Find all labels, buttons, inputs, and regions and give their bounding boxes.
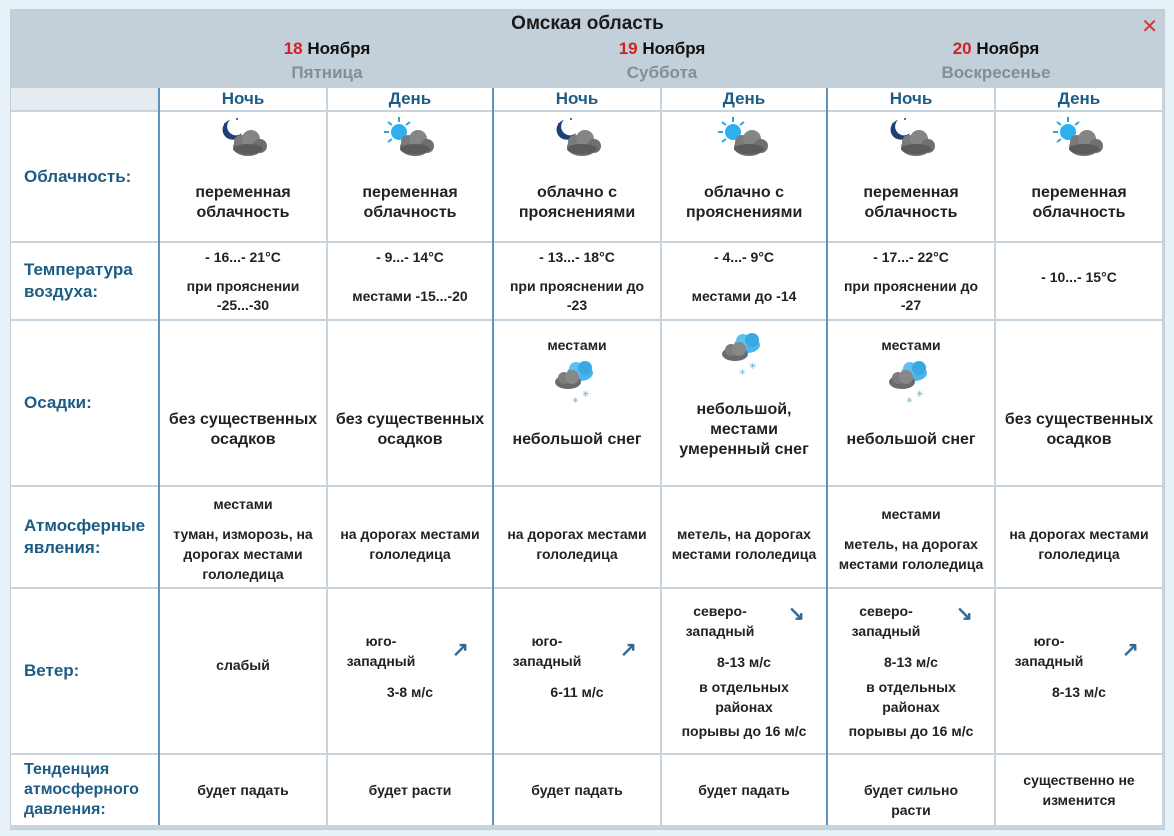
cloud-text: переменная облачность bbox=[863, 184, 959, 221]
wind-speed: 8-13 м/с bbox=[717, 654, 771, 670]
wind-gusts: порывы до 16 м/с bbox=[681, 723, 807, 739]
day-month: Ноября bbox=[307, 39, 371, 58]
period-header: День bbox=[662, 88, 826, 110]
period-header: День bbox=[328, 88, 492, 110]
day-month: Ноября bbox=[642, 39, 706, 58]
separator bbox=[826, 88, 828, 825]
cloud-cell bbox=[662, 112, 826, 241]
svg-text:✳: ✳ bbox=[739, 368, 746, 377]
wind-extra: в отдельных районах bbox=[699, 679, 789, 715]
wind-cell bbox=[328, 589, 492, 753]
temp-range: - 10...- 15°C bbox=[1041, 269, 1117, 285]
wind-arrow-icon: ↗ bbox=[452, 639, 469, 661]
phen-cell bbox=[494, 487, 660, 587]
pressure-text: будет падать bbox=[698, 782, 790, 798]
precip-text: без существенных осадков bbox=[1004, 411, 1154, 448]
phen-text: на дорогах местами гололедица bbox=[507, 526, 647, 562]
wind-direction: северо-западный bbox=[685, 603, 755, 639]
temp-range: - 9...- 14°C bbox=[376, 249, 444, 265]
precip-cell bbox=[828, 321, 994, 485]
wind-direction: юго-западный bbox=[346, 633, 416, 669]
period-header-blank bbox=[11, 88, 158, 110]
cloud-text: облачно с прояснениями bbox=[686, 184, 803, 221]
sun-cloud-icon bbox=[717, 116, 771, 165]
day-header-3 bbox=[829, 39, 1163, 83]
temp-cell bbox=[996, 243, 1162, 319]
wind-direction: юго-западный bbox=[512, 633, 582, 669]
wind-speed: 8-13 м/с bbox=[884, 654, 938, 670]
cloud-text: переменная облачность bbox=[1031, 184, 1127, 221]
cloud-text: переменная облачность bbox=[362, 184, 458, 221]
row-label-temp: Температура воздуха: bbox=[11, 243, 158, 319]
phen-cell bbox=[828, 487, 994, 587]
moon-cloud-icon bbox=[216, 116, 270, 165]
wind-speed: 3-8 м/с bbox=[386, 684, 434, 700]
day-weekday: Пятница bbox=[291, 63, 363, 82]
precip-text: без существенных осадков bbox=[168, 411, 318, 448]
period-header: Ночь bbox=[828, 88, 994, 110]
svg-text:✳: ✳ bbox=[582, 390, 590, 400]
precip-prefix: местами bbox=[881, 337, 941, 353]
temp-note: местами -15...-20 bbox=[352, 288, 468, 304]
row-label-wind: Ветер: bbox=[11, 589, 158, 753]
phen-cell bbox=[996, 487, 1162, 587]
wind-extra: в отдельных районах bbox=[866, 679, 956, 715]
day-weekday: Суббота bbox=[626, 63, 698, 82]
pressure-text: будет падать bbox=[531, 782, 623, 798]
period-header: День bbox=[996, 88, 1162, 110]
temp-note: при прояснении до -27 bbox=[843, 278, 979, 313]
period-header: Ночь bbox=[160, 88, 326, 110]
wind-cell bbox=[160, 589, 326, 753]
wind-arrow-icon: ↘ bbox=[788, 603, 805, 625]
pressure-text: существенно не изменится bbox=[1023, 772, 1135, 808]
day-number: 19 bbox=[618, 39, 638, 58]
sun-cloud-icon bbox=[383, 116, 437, 165]
wind-speed: слабый bbox=[216, 657, 270, 673]
phen-prefix: местами bbox=[881, 506, 941, 522]
header bbox=[11, 10, 1164, 88]
precip-text: без существенных осадков bbox=[335, 411, 485, 448]
phen-text: метель, на дорогах местами гололедица bbox=[671, 526, 817, 562]
day-weekday: Воскресенье bbox=[941, 63, 1051, 82]
temp-cell bbox=[328, 243, 492, 319]
pressure-cell bbox=[828, 755, 994, 825]
wind-speed: 6-11 м/с bbox=[550, 684, 604, 700]
sun-cloud-icon bbox=[1052, 116, 1106, 165]
period-header: Ночь bbox=[494, 88, 660, 110]
cloud-text: переменная облачность bbox=[195, 184, 291, 221]
phen-cell bbox=[160, 487, 326, 587]
pressure-cell bbox=[494, 755, 660, 825]
pressure-text: будет сильно расти bbox=[863, 782, 959, 818]
precip-cell bbox=[328, 321, 492, 485]
cloud-cell bbox=[328, 112, 492, 241]
precip-text: небольшой снег bbox=[846, 431, 976, 448]
wind-direction: северо-западный bbox=[851, 603, 921, 639]
temp-cell bbox=[160, 243, 326, 319]
wind-speed: 8-13 м/с bbox=[1052, 684, 1106, 700]
temp-range: - 16...- 21°C bbox=[205, 249, 281, 265]
svg-text:✳: ✳ bbox=[906, 396, 913, 405]
cloud-text: облачно с прояснениями bbox=[518, 184, 636, 221]
precip-cell bbox=[996, 321, 1162, 485]
phen-cell bbox=[328, 487, 492, 587]
pressure-cell bbox=[996, 755, 1162, 825]
precip-cell bbox=[160, 321, 326, 485]
wind-cell bbox=[996, 589, 1162, 753]
day-header-2 bbox=[495, 39, 829, 83]
cloud-cell bbox=[828, 112, 994, 241]
snow-cloud-icon bbox=[884, 359, 938, 408]
phen-text: на дорогах местами гололедица bbox=[340, 526, 480, 562]
cloud-cell bbox=[160, 112, 326, 241]
phen-prefix: местами bbox=[213, 496, 273, 512]
precip-cell bbox=[494, 321, 660, 485]
temp-range: - 13...- 18°C bbox=[539, 249, 615, 265]
day-month: Ноября bbox=[976, 39, 1040, 58]
moon-cloud-icon bbox=[884, 116, 938, 165]
close-icon[interactable]: ✕ bbox=[1141, 16, 1158, 38]
phen-text: на дорогах местами гололедица bbox=[1009, 526, 1149, 562]
temp-cell bbox=[494, 243, 660, 319]
temp-cell bbox=[828, 243, 994, 319]
day-number: 18 bbox=[283, 39, 303, 58]
wind-cell bbox=[662, 589, 826, 753]
pressure-text: будет падать bbox=[197, 782, 289, 798]
temp-range: - 4...- 9°C bbox=[713, 249, 775, 265]
day-header-1 bbox=[160, 39, 494, 83]
phen-cell bbox=[662, 487, 826, 587]
phen-text: метель, на дорогах местами гололедица bbox=[838, 536, 984, 572]
wind-arrow-icon: ↗ bbox=[1122, 639, 1139, 661]
wind-cell bbox=[494, 589, 660, 753]
moon-cloud-icon bbox=[550, 116, 604, 165]
svg-text:✳: ✳ bbox=[916, 390, 924, 400]
separator bbox=[158, 88, 160, 825]
temp-note: при прояснении до -23 bbox=[509, 278, 645, 313]
wind-arrow-icon: ↗ bbox=[620, 639, 637, 661]
svg-text:✳: ✳ bbox=[572, 396, 579, 405]
snow-cloud-icon bbox=[717, 331, 771, 380]
snow-cloud-icon bbox=[550, 359, 604, 408]
temp-note: при прояснении -25...-30 bbox=[186, 278, 300, 313]
row-label-cloud: Облачность: bbox=[11, 112, 158, 241]
temp-range: - 17...- 22°C bbox=[873, 249, 949, 265]
wind-gusts: порывы до 16 м/с bbox=[848, 723, 974, 739]
phen-text: туман, изморозь, на дорогах местами гололедица bbox=[173, 526, 313, 582]
temp-note: местами до -14 bbox=[691, 288, 797, 304]
separator bbox=[492, 88, 494, 825]
day-number: 20 bbox=[952, 39, 972, 58]
row-label-pressure: Тенденция атмосферного давления: bbox=[11, 755, 158, 825]
temp-cell bbox=[662, 243, 826, 319]
wind-cell bbox=[828, 589, 994, 753]
pressure-cell bbox=[328, 755, 492, 825]
region-title: Омская область bbox=[511, 13, 664, 34]
cloud-cell bbox=[996, 112, 1162, 241]
wind-arrow-icon: ↘ bbox=[956, 603, 973, 625]
wind-direction: юго-западный bbox=[1014, 633, 1084, 669]
precip-text: небольшой снег bbox=[512, 431, 642, 448]
svg-text:✳: ✳ bbox=[749, 362, 757, 372]
row-label-phenomena: Атмосферные явления: bbox=[11, 487, 158, 587]
cloud-cell bbox=[494, 112, 660, 241]
precip-text: небольшой, местами умеренный снег bbox=[679, 401, 809, 458]
row-label-precip: Осадки: bbox=[11, 321, 158, 485]
precip-prefix: местами bbox=[547, 337, 607, 353]
precip-cell bbox=[662, 321, 826, 485]
pressure-text: будет расти bbox=[368, 782, 452, 798]
pressure-cell bbox=[662, 755, 826, 825]
pressure-cell bbox=[160, 755, 326, 825]
